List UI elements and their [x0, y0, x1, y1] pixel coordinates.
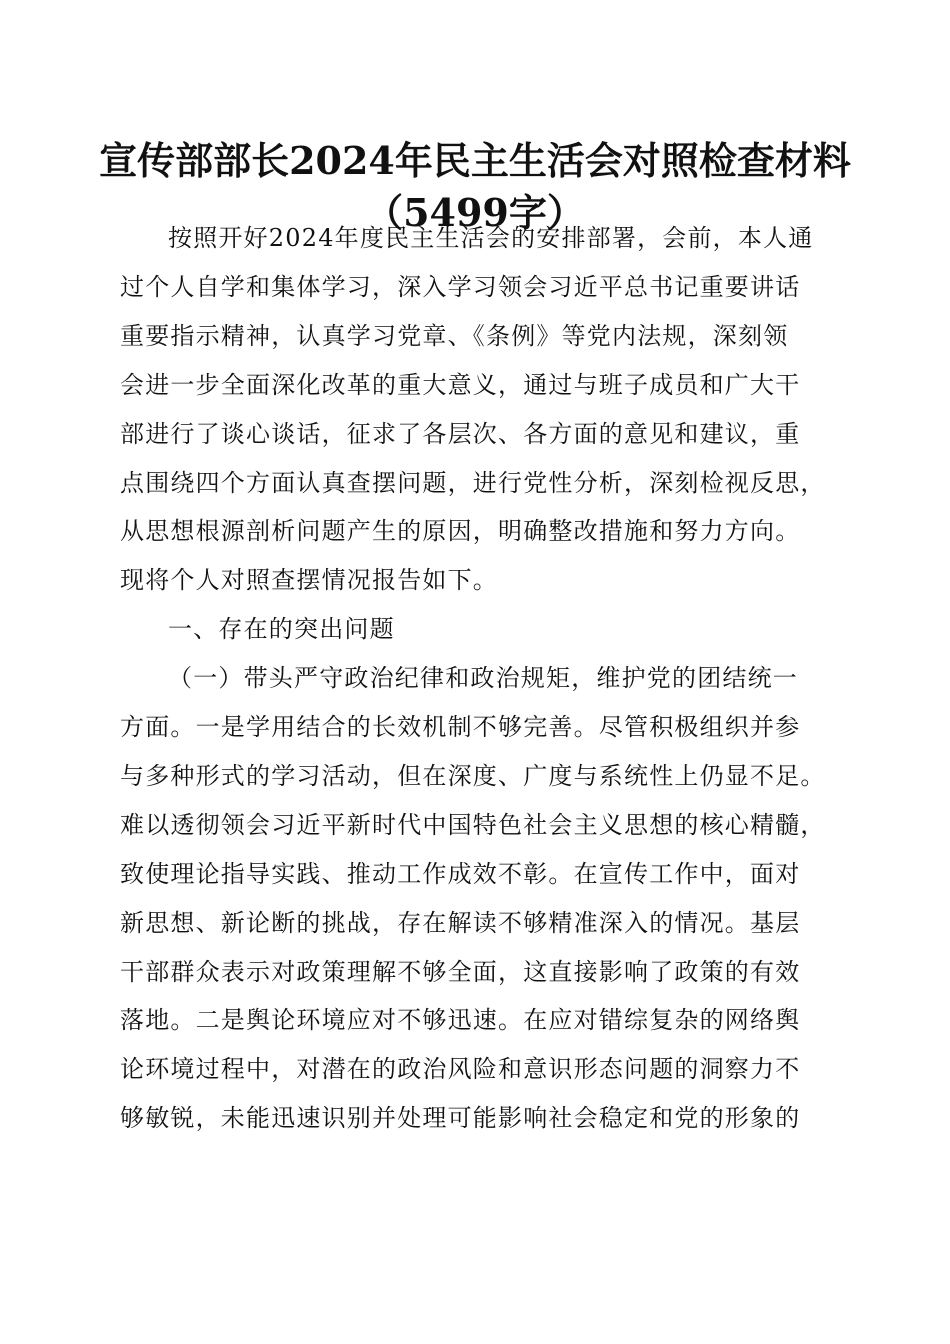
- paragraph-line: 会进一步全面深化改革的重大意义，通过与班子成员和广大干: [120, 371, 801, 399]
- paragraph-line: 落地。二是舆论环境应对不够迅速。在应对错综复杂的网络舆: [120, 1006, 801, 1034]
- paragraph-line: 重要指示精神，认真学习党章、《条例》等党内法规，深刻领: [120, 322, 789, 350]
- paragraph-line: 按照开好2024年度民主生活会的安排部署，会前，本人通: [168, 224, 814, 252]
- paragraph-line: 现将个人对照查摆情况报告如下。: [120, 566, 498, 594]
- paragraph-line: 论环境过程中，对潜在的政治风险和意识形态问题的洞察力不: [120, 1055, 801, 1083]
- paragraph-line: （一）带头严守政治纪律和政治规矩，维护党的团结统一: [168, 664, 798, 692]
- paragraph-line: 从思想根源剖析问题产生的原因，明确整改措施和努力方向。: [120, 517, 801, 545]
- paragraph-line: 与多种形式的学习活动，但在深度、广度与系统性上仍显不足。: [120, 762, 826, 790]
- document-title: 宣传部部长2024年民主生活会对照检查材料: [99, 138, 851, 183]
- section-heading: 一、存在的突出问题: [168, 615, 395, 643]
- paragraph-line: 够敏锐，未能迅速识别并处理可能影响社会稳定和党的形象的: [120, 1104, 801, 1132]
- paragraph-line: 点围绕四个方面认真查摆问题，进行党性分析，深刻检视反思，: [120, 469, 826, 497]
- paragraph-line: 部进行了谈心谈话，征求了各层次、各方面的意见和建议，重: [120, 420, 801, 448]
- paragraph-line: 过个人自学和集体学习，深入学习领会习近平总书记重要讲话: [120, 273, 801, 301]
- paragraph-line: 方面。一是学用结合的长效机制不够完善。尽管积极组织并参: [120, 713, 801, 741]
- paragraph-line: 干部群众表示对政策理解不够全面，这直接影响了政策的有效: [120, 958, 801, 986]
- paragraph-line: 新思想、新论断的挑战，存在解读不够精准深入的情况。基层: [120, 909, 801, 937]
- document-word-count: （5499字）: [365, 190, 585, 235]
- paragraph-line: 难以透彻领会习近平新时代中国特色社会主义思想的核心精髓，: [120, 811, 826, 839]
- paragraph-line: 致使理论指导实践、推动工作成效不彰。在宣传工作中，面对: [120, 860, 801, 888]
